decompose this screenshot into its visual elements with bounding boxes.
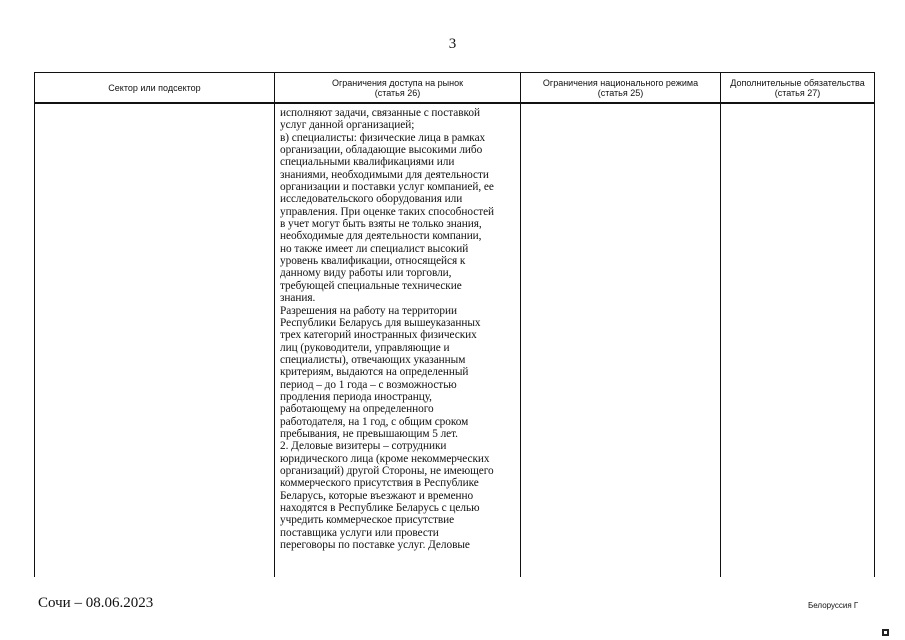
market-access-line: учредить коммерческое присутствие bbox=[280, 514, 455, 527]
header-sector bbox=[35, 73, 275, 104]
market-access-line: Беларусь, которые въезжают и временно bbox=[280, 489, 474, 502]
commitments-table bbox=[34, 72, 875, 577]
header-national-treatment-article: (статья 25) bbox=[597, 87, 644, 98]
market-access-line: организации и поставки услуг компанией, ее bbox=[280, 181, 494, 194]
header-market-access-title: Ограничения доступа на рынок bbox=[331, 77, 464, 88]
market-access-line: исполняют задачи, связанные с поставкой bbox=[280, 107, 480, 119]
market-access-line: 2. Деловые визитеры – сотрудники bbox=[280, 440, 447, 453]
header-additional-commitments bbox=[721, 73, 875, 104]
market-access-line: коммерческого присутствия в Республике bbox=[280, 477, 479, 490]
header-additional-commitments-article: (статья 27) bbox=[774, 87, 821, 98]
market-access-line: требующей специальные технические bbox=[280, 279, 462, 292]
cell-additional-commitments bbox=[721, 103, 875, 577]
market-access-line: пребывания, не превышающим 5 лет. bbox=[280, 427, 458, 440]
market-access-line: юридического лица (кроме некоммерческих bbox=[280, 452, 490, 465]
market-access-line: специальными квалификациями или bbox=[280, 156, 455, 169]
market-access-line: работающему на определенного bbox=[280, 403, 434, 416]
market-access-line: переговоры по поставке услуг. Деловые bbox=[280, 539, 470, 552]
footer-place-date: Сочи – 08.06.2023 bbox=[38, 595, 154, 611]
cell-sector bbox=[35, 103, 275, 577]
market-access-line: но также имеет ли специалист высокий bbox=[280, 242, 469, 255]
market-access-line: находятся в Республике Беларусь с целью bbox=[280, 502, 480, 514]
table-row bbox=[35, 103, 875, 577]
header-market-access-article: (статья 26) bbox=[374, 87, 421, 98]
market-access-line: лиц (руководители, управляющие и bbox=[280, 341, 450, 354]
market-access-line: услуг данной организацией; bbox=[280, 119, 415, 132]
market-access-line: знаниями, необходимыми для деятельности bbox=[280, 168, 489, 181]
cell-market-access bbox=[275, 103, 521, 577]
header-market-access bbox=[275, 73, 521, 104]
header-sector-title: Сектор или подсектор bbox=[108, 82, 201, 93]
market-access-line: трех категорий иностранных физических bbox=[280, 329, 477, 342]
market-access-line: продления периода иностранцу, bbox=[280, 390, 432, 403]
market-access-line: знания. bbox=[280, 292, 316, 305]
market-access-line: Республики Беларусь для вышеуказанных bbox=[280, 316, 481, 329]
market-access-line: данному виду работы или торговли, bbox=[280, 267, 452, 280]
market-access-line: специалисты), отвечающих указанным bbox=[280, 353, 466, 366]
market-access-line: организаций) другой Стороны, не имеющего bbox=[280, 464, 494, 477]
market-access-line: работодателя, на 1 год, с общим сроком bbox=[280, 415, 469, 428]
header-national-treatment bbox=[521, 73, 721, 104]
page-number: 3 bbox=[448, 36, 457, 52]
market-access-line: исследовательского оборудования или bbox=[280, 193, 463, 206]
market-access-line: в) специалисты: физические лица в рамках bbox=[280, 131, 486, 144]
market-access-line: период – до 1 года – с возможностью bbox=[280, 378, 457, 391]
market-access-line: критериям, выдаются на определенный bbox=[280, 366, 469, 379]
table-header-row bbox=[35, 73, 875, 104]
market-access-line: Разрешения на работу на территории bbox=[280, 304, 457, 317]
corner-mark-icon bbox=[882, 629, 889, 636]
market-access-line: поставщика услуги или провести bbox=[280, 526, 439, 539]
market-access-line: в учет могут быть взяты не только знания, bbox=[280, 218, 482, 231]
header-additional-commitments-title: Дополнительные обязательства bbox=[730, 77, 865, 88]
market-access-line: уровень квалификации, относящейся к bbox=[280, 255, 466, 268]
market-access-text bbox=[275, 104, 520, 577]
header-national-treatment-title: Ограничения национального режима bbox=[542, 77, 699, 88]
market-access-line: организации, обладающие высокими либо bbox=[280, 144, 483, 157]
footer-country-code: Белоруссия Г bbox=[808, 601, 859, 610]
market-access-line: необходимые для деятельности компании, bbox=[280, 230, 482, 243]
market-access-line: управления. При оценке таких способностей bbox=[280, 205, 495, 218]
cell-national-treatment bbox=[521, 103, 721, 577]
